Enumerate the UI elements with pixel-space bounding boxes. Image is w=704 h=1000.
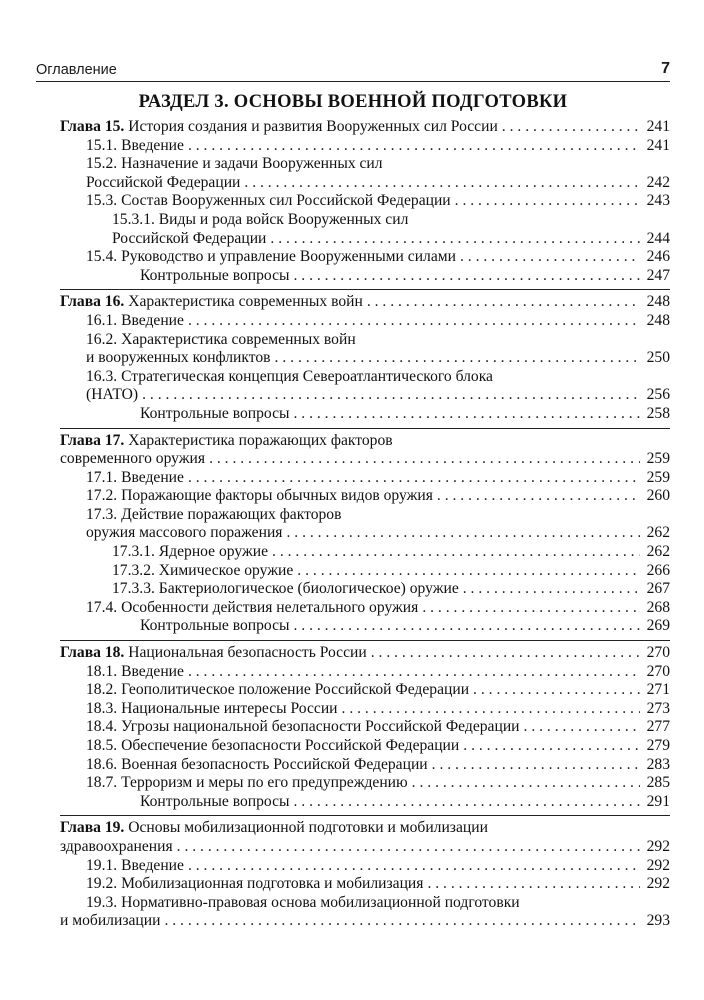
entry-text: 16.3. Стратегическая концепция Североатлантического блока: [86, 367, 493, 385]
dot-leader: [188, 663, 640, 682]
chapter-title: Основы мобилизационной подготовки и мобилизации: [128, 819, 488, 837]
entry-text: 17.3.1. Ядерное оружие: [112, 543, 269, 561]
toc-entry[interactable]: [60, 737, 670, 756]
entry-text: 16.2. Характеристика современных войн: [86, 330, 356, 348]
entry-text: 15.3. Состав Вооруженных сил Российской Федерации: [86, 192, 451, 210]
dot-leader: [524, 718, 640, 737]
chapter-title: Характеристика поражающих факторов: [128, 431, 393, 449]
toc-entry[interactable]: [60, 487, 670, 506]
section-title: РАЗДЕЛ 3. ОСНОВЫ ВОЕННОЙ ПОДГОТОВКИ: [138, 92, 568, 112]
entry-text: 17.3.3. Бактериологическое (биологическое) оружие: [112, 580, 459, 598]
dot-leader: [275, 349, 640, 368]
toc-entry[interactable]: [60, 793, 670, 812]
dot-leader: [460, 248, 640, 267]
header-rule: [36, 81, 670, 82]
chapter-18: [60, 640, 670, 811]
entry-text: и вооруженных конфликтов: [86, 349, 271, 367]
entry-text: Российской Федерации: [112, 229, 267, 247]
entry-text: 17.3.2. Химическое оружие: [112, 561, 294, 579]
toc-entry[interactable]: [60, 774, 670, 793]
entry-text: Контрольные вопросы: [140, 404, 290, 422]
page-ref: 250: [646, 349, 670, 367]
toc-entry[interactable]: [60, 543, 670, 562]
page-ref: 293: [646, 912, 670, 930]
toc-entry[interactable]: [60, 562, 670, 581]
toc-entry-line[interactable]: [60, 368, 670, 387]
toc-entry[interactable]: [60, 756, 670, 775]
entry-text: 18.4. Угрозы национальной безопасности Российской Федерации: [86, 718, 520, 736]
entry-text: 18.7. Терроризм и меры по его предупреждению: [86, 774, 408, 792]
page-ref: 292: [646, 856, 670, 874]
entry-text: Российской Федерации: [86, 173, 241, 191]
dot-leader: [367, 293, 640, 312]
toc-entry[interactable]: [60, 312, 670, 331]
page-ref: 243: [646, 192, 670, 210]
entry-text: Контрольные вопросы: [140, 266, 290, 284]
page-ref: 292: [646, 875, 670, 893]
toc-entry[interactable]: [60, 718, 670, 737]
toc-entry[interactable]: [60, 192, 670, 211]
entry-text: (НАТО): [86, 386, 139, 404]
entry-text: и мобилизации: [60, 912, 161, 930]
toc-entry-line[interactable]: [60, 211, 670, 230]
entry-text: 15.2. Назначение и задачи Вооруженных сил: [86, 155, 383, 173]
chapter-title: Характеристика современных войн: [128, 293, 363, 311]
dot-leader: [188, 312, 640, 331]
chapter-title: здравоохранения: [60, 837, 173, 855]
dot-leader: [293, 793, 640, 812]
toc-entry[interactable]: [60, 875, 670, 894]
entry-text: 16.1. Введение: [86, 311, 184, 329]
toc-entry[interactable]: [60, 248, 670, 267]
entry-text: 18.3. Национальные интересы России: [86, 699, 338, 717]
toc-entry-line[interactable]: [60, 331, 670, 350]
toc-entry[interactable]: [60, 838, 670, 857]
page-ref: 291: [646, 792, 670, 810]
dot-leader: [188, 137, 640, 156]
entry-text: 18.6. Военная безопасность Российской Федерации: [86, 755, 428, 773]
page-ref: 241: [646, 118, 670, 135]
toc-entry[interactable]: [60, 580, 670, 599]
dot-leader: [371, 644, 640, 663]
dot-leader: [463, 737, 640, 756]
toc-entry[interactable]: [60, 293, 670, 312]
dot-leader: [437, 487, 640, 506]
dot-leader: [164, 912, 640, 931]
chapter-label: Глава 15.: [60, 118, 125, 135]
page-number: 7: [661, 60, 670, 77]
toc-entry-line[interactable]: [60, 894, 670, 913]
entry-text: 19.1. Введение: [86, 856, 184, 874]
chapter-title: Национальная безопасность России: [128, 644, 367, 662]
chapter-15: [60, 118, 670, 285]
table-of-contents: [60, 118, 670, 931]
dot-leader: [244, 174, 640, 193]
chapter-label: Глава 18.: [60, 644, 125, 662]
dot-leader: [412, 774, 640, 793]
toc-entry[interactable]: [60, 681, 670, 700]
toc-entry[interactable]: [60, 469, 670, 488]
page-ref: 262: [646, 543, 670, 561]
chapter-19: [60, 815, 670, 931]
toc-entry[interactable]: [60, 386, 670, 405]
page-ref: 258: [646, 404, 670, 422]
entry-text: Контрольные вопросы: [140, 617, 290, 635]
page-ref: 246: [646, 248, 670, 266]
toc-entry-line[interactable]: [60, 155, 670, 174]
toc-entry[interactable]: [60, 349, 670, 368]
toc-entry[interactable]: [60, 267, 670, 286]
dot-leader: [286, 524, 640, 543]
entry-text: 15.1. Введение: [86, 136, 184, 154]
dot-leader: [293, 617, 640, 636]
page-ref: 270: [646, 662, 670, 680]
entry-text: 18.1. Введение: [86, 662, 184, 680]
page-ref: 260: [646, 487, 670, 505]
entry-text: Контрольные вопросы: [140, 792, 290, 810]
toc-entry[interactable]: [60, 663, 670, 682]
page-ref: 248: [646, 311, 670, 329]
toc-entry[interactable]: [60, 405, 670, 424]
entry-text: 18.5. Обеспечение безопасности Российской Федерации: [86, 737, 460, 754]
page-ref: 273: [646, 699, 670, 717]
page-ref: 242: [646, 173, 670, 191]
toc-entry[interactable]: [60, 174, 670, 193]
toc-entry-line[interactable]: [60, 819, 670, 838]
toc-entry[interactable]: [60, 450, 670, 469]
page-ref: 269: [646, 617, 670, 635]
page-ref: 268: [646, 598, 670, 616]
dot-leader: [502, 118, 640, 137]
page-ref: 283: [646, 755, 670, 773]
dot-leader: [188, 857, 640, 876]
chapter-16: [60, 289, 670, 423]
dot-leader: [142, 386, 640, 405]
page-ref: 267: [646, 580, 670, 598]
dot-leader: [270, 230, 640, 249]
dot-leader: [188, 469, 640, 488]
entry-text: 17.2. Поражающие факторы обычных видов оружия: [86, 487, 433, 505]
chapter-label: Глава 16.: [60, 293, 125, 311]
page-ref: 259: [646, 468, 670, 486]
page-ref: 270: [646, 644, 670, 662]
entry-text: 17.4. Особенности действия нелетального оружия: [86, 598, 419, 616]
dot-leader: [297, 562, 640, 581]
page-ref: 262: [646, 524, 670, 542]
page-ref: 271: [646, 681, 670, 699]
toc-entry[interactable]: [60, 617, 670, 636]
entry-text: 15.4. Руководство и управление Вооруженными силами: [86, 248, 456, 266]
toc-entry[interactable]: [60, 700, 670, 719]
toc-entry[interactable]: [60, 524, 670, 543]
chapter-label: Глава 19.: [60, 819, 125, 837]
chapter-title: История создания и развития Вооруженных сил России: [128, 118, 498, 135]
dot-leader: [422, 599, 640, 618]
dot-leader: [427, 875, 640, 894]
entry-text: оружия массового поражения: [86, 524, 283, 542]
page-ref: 277: [646, 718, 670, 736]
page-ref: 279: [646, 737, 670, 754]
dot-leader: [455, 192, 640, 211]
dot-leader: [342, 700, 640, 719]
entry-text: 18.2. Геополитическое положение Российской Федерации: [86, 681, 470, 699]
page-ref: 285: [646, 774, 670, 792]
page-ref: 244: [646, 229, 670, 247]
running-header: Оглавление: [36, 62, 117, 78]
dot-leader: [293, 267, 640, 286]
entry-text: 19.3. Нормативно-правовая основа мобилизационной подготовки: [86, 893, 520, 911]
dot-leader: [177, 838, 640, 857]
chapter-17: [60, 428, 670, 637]
page-ref: 247: [646, 266, 670, 284]
dot-leader: [209, 450, 640, 469]
dot-leader: [463, 580, 640, 599]
toc-entry[interactable]: [60, 857, 670, 876]
page-ref: 266: [646, 561, 670, 579]
page-ref: 292: [646, 837, 670, 855]
entry-text: 17.3. Действие поражающих факторов: [86, 505, 342, 523]
toc-entry-line[interactable]: [60, 506, 670, 525]
dot-leader: [272, 543, 640, 562]
entry-text: 19.2. Мобилизационная подготовка и мобилизация: [86, 875, 424, 893]
dot-leader: [293, 405, 640, 424]
chapter-title: современного оружия: [60, 450, 206, 468]
page-ref: 248: [646, 293, 670, 311]
dot-leader: [432, 756, 640, 775]
page-ref: 259: [646, 450, 670, 468]
toc-entry[interactable]: [60, 644, 670, 663]
toc-entry[interactable]: [60, 137, 670, 156]
entry-text: 15.3.1. Виды и рода войск Вооруженных сил: [112, 210, 409, 228]
toc-entry[interactable]: [60, 599, 670, 618]
toc-entry[interactable]: [60, 230, 670, 249]
toc-entry[interactable]: [60, 118, 670, 137]
page-ref: 256: [646, 386, 670, 404]
toc-entry[interactable]: [60, 912, 670, 931]
page-ref: 241: [646, 136, 670, 154]
entry-text: 17.1. Введение: [86, 468, 184, 486]
toc-entry-line[interactable]: [60, 432, 670, 451]
dot-leader: [473, 681, 640, 700]
chapter-label: Глава 17.: [60, 431, 125, 449]
